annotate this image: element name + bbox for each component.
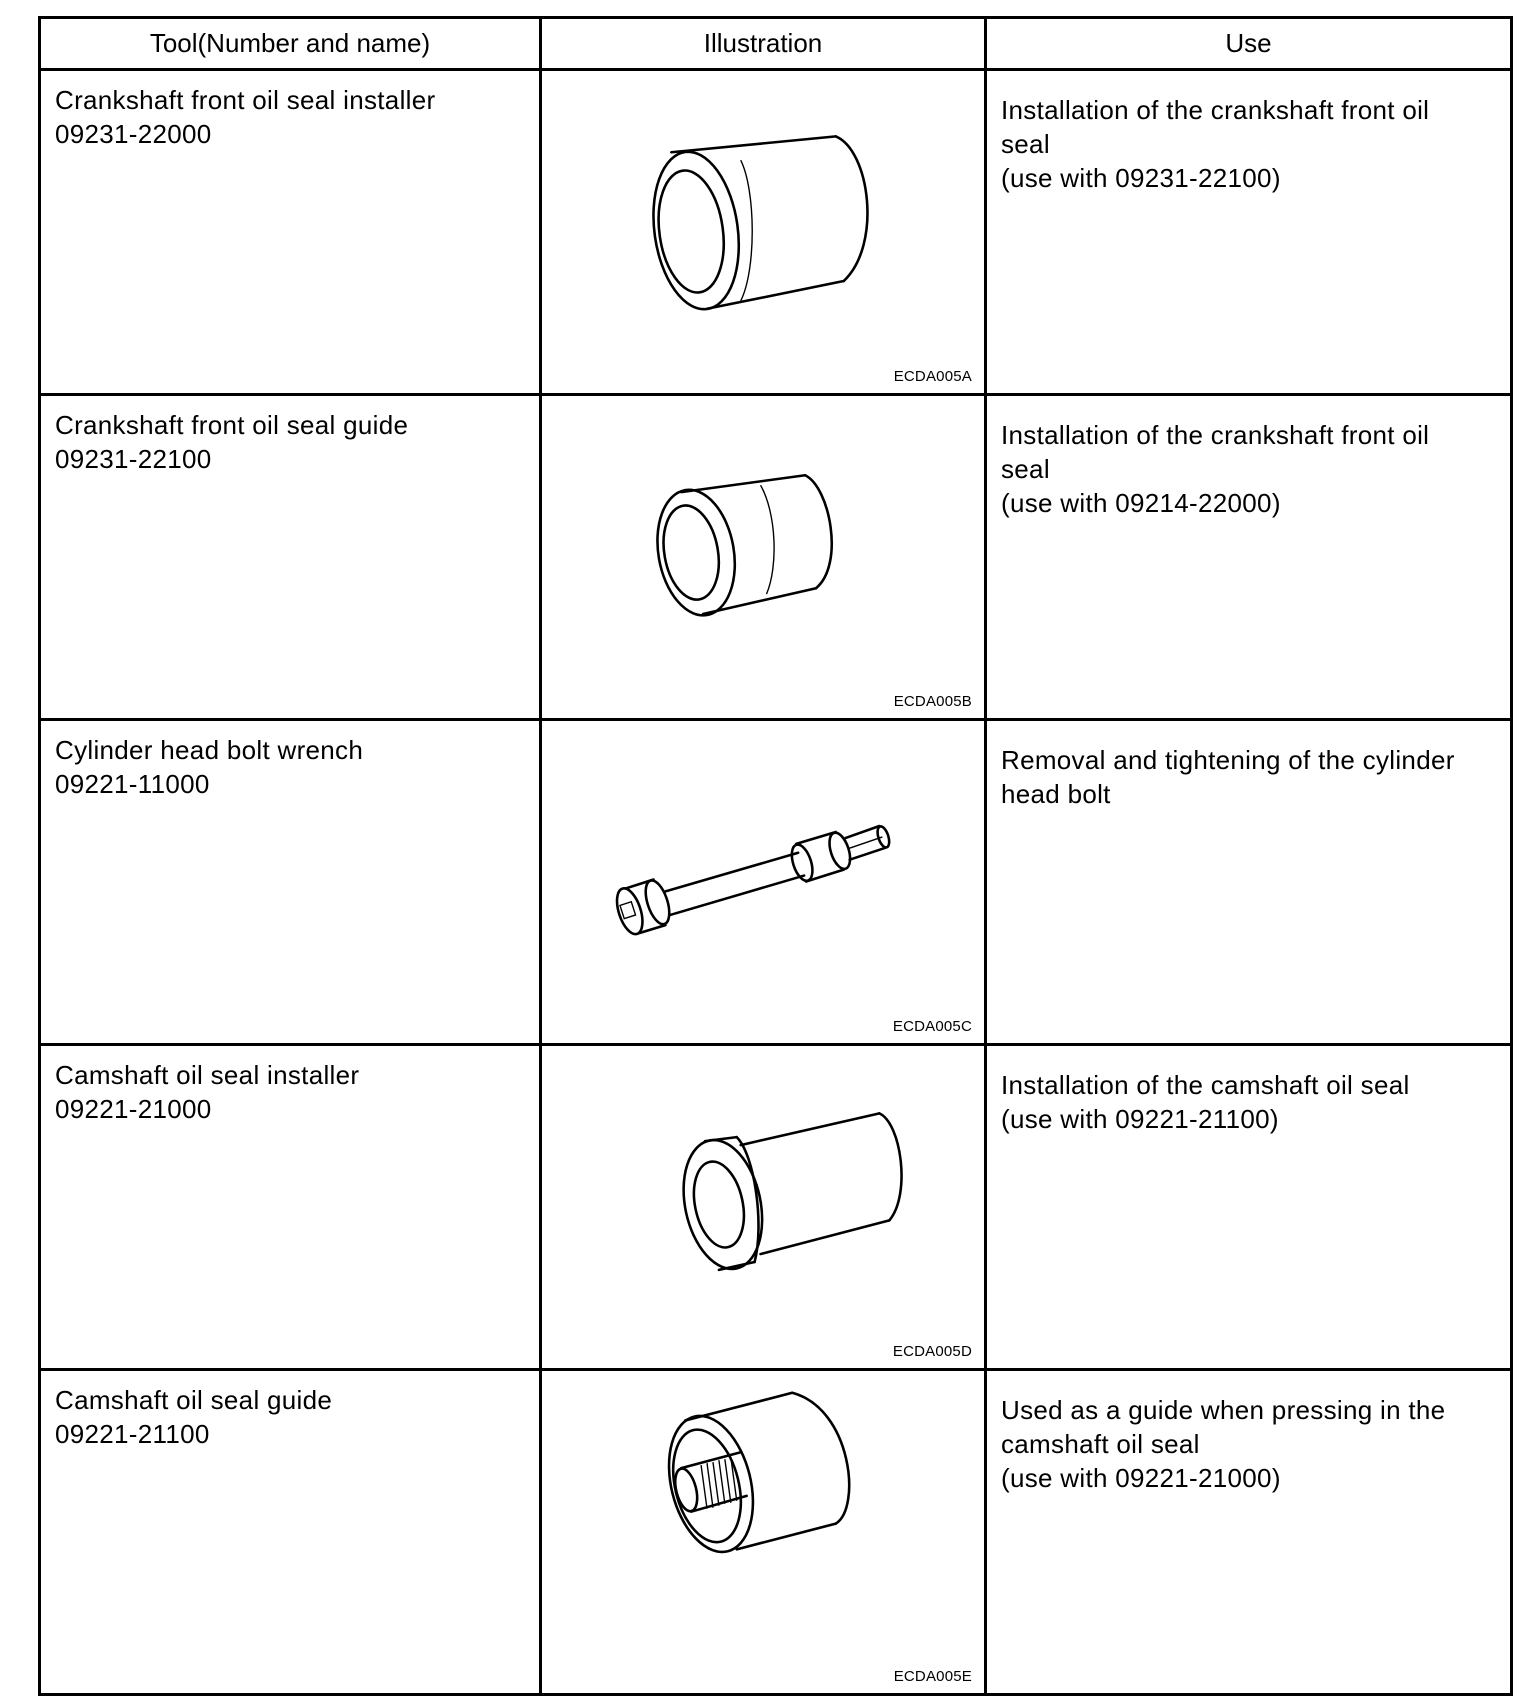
illustration-cell [541,70,986,395]
tool-name: Camshaft oil seal installer [55,1060,360,1090]
use-line: Installation of the camshaft oil seal [1001,1070,1410,1100]
tool-name: Camshaft oil seal guide [55,1385,333,1415]
use-line: seal [1001,454,1050,484]
cylinder-installer-icon [542,71,984,393]
use-cell [986,395,1512,720]
use-cell [986,70,1512,395]
tool-cell [40,720,541,1045]
tool-name: Crankshaft front oil seal installer [55,85,436,115]
table-header-row [40,18,1512,70]
special-tools-table [38,16,1513,1696]
illustration-cell [541,720,986,1045]
table-row [40,395,1512,720]
tool-cell [40,395,541,720]
tool-name: Crankshaft front oil seal guide [55,410,409,440]
tool-number: 09231-22000 [55,119,212,149]
tool-cell [40,1045,541,1370]
use-line: head bolt [1001,779,1111,809]
tool-number: 09221-21100 [55,1419,210,1449]
illustration-code: ECDA005D [892,1343,972,1360]
table-row [40,70,1512,395]
use-cell [986,1045,1512,1370]
header-tool: Tool(Number and name) [40,18,541,70]
use-line: Installation of the crankshaft front oil [1001,420,1430,450]
tool-name: Cylinder head bolt wrench [55,735,364,765]
tool-cell [40,70,541,395]
table-row [40,1045,1512,1370]
use-line: seal [1001,129,1050,159]
tool-number: 09221-21000 [55,1094,212,1124]
use-line: (use with 09231-22100) [1001,163,1281,193]
use-line: (use with 09214-22000) [1001,488,1281,518]
flanged-installer-icon [542,1046,984,1368]
threaded-guide-icon [542,1371,984,1693]
header-use: Use [986,18,1512,70]
tool-number: 09231-22100 [55,444,212,474]
use-line: (use with 09221-21100) [1001,1104,1279,1134]
table-row [40,1370,1512,1695]
bolt-wrench-icon [542,721,984,1043]
use-cell [986,720,1512,1045]
illustration-code: ECDA005A [893,368,972,385]
illustration-cell [541,1045,986,1370]
use-line: Installation of the crankshaft front oil [1001,95,1430,125]
illustration-cell [541,1370,986,1695]
use-cell [986,1370,1512,1695]
table-row [40,720,1512,1045]
use-line: (use with 09221-21000) [1001,1463,1281,1493]
tapered-guide-icon [542,396,984,718]
illustration-code: ECDA005B [893,693,972,710]
use-line: Used as a guide when pressing in the [1001,1395,1446,1425]
tool-number: 09221-11000 [55,769,210,799]
header-illustration: Illustration [541,18,986,70]
illustration-cell [541,395,986,720]
use-line: Removal and tightening of the cylinder [1001,745,1455,775]
tool-cell [40,1370,541,1695]
illustration-code: ECDA005C [892,1018,972,1035]
use-line: camshaft oil seal [1001,1429,1200,1459]
illustration-code: ECDA005E [893,1668,972,1685]
